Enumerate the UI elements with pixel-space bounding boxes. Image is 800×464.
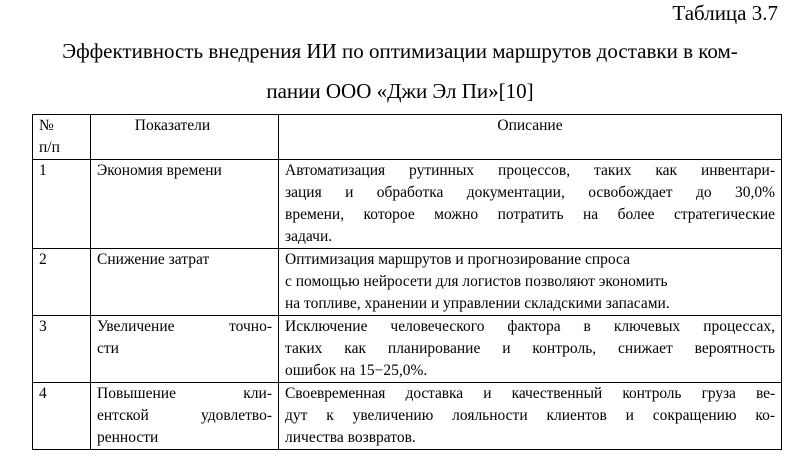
description-line: Автоматизация рутинных процессов, таких как инвентари- [285,162,775,179]
table-title-line-1: Эффективность внедрения ИИ по оптимизации маршрутов доставки в ком- [62,39,738,63]
indicator-line: Снижение затрат [97,251,210,268]
row-number: 2 [33,249,91,316]
description-line: дут к увеличению лояльности клиентов и сокращению ко- [285,407,775,424]
description-line: Оптимизация маршрутов и прогнозирование спроса [285,251,630,268]
row-number: 3 [33,316,91,383]
description-line: таких как планирование и контроль, снижает вероятность [285,340,775,357]
description-line: зация и обработка документации, освобождает до 30,0% [285,184,775,201]
indicator-line: Повышение кли- [97,385,272,402]
row-description [279,249,782,316]
row-indicator [91,383,279,450]
description-line: личества возвратов. [285,429,416,446]
description-line: ошибок на 15−25,0%. [285,362,428,379]
header-description: Описание [279,115,782,160]
header-indicator: Показатели [91,115,279,160]
table-number: Таблица 3.7 [672,1,778,25]
table-row [33,249,782,316]
indicator-line: Экономия времени [97,162,222,179]
header-number-line: № [39,117,54,134]
table-title-line-2: пании ООО «Джи Эл Пи»[10] [266,79,534,103]
row-indicator [91,316,279,383]
table-row [33,316,782,383]
description-line: Своевременная доставка и качественный контроль груза ве- [285,385,775,402]
description-line: задачи. [285,228,333,245]
description-line: с помощью нейросети для логистов позволяют экономить [285,273,668,290]
indicator-line: ренности [97,429,159,446]
table-header-row [33,115,782,160]
description-line: времени, которое можно потратить на более стратегические [285,206,775,223]
row-description [279,160,782,249]
row-indicator [91,249,279,316]
header-number [33,115,91,160]
description-line: Исключение человеческого фактора в ключевых процессах, [285,318,775,335]
row-number: 1 [33,160,91,249]
indicator-line: сти [97,340,119,357]
header-number-line: п/п [39,139,60,156]
row-indicator [91,160,279,249]
indicator-line: Увеличение точно- [97,318,272,335]
row-number: 4 [33,383,91,450]
indicator-line: ентской удовлетво- [97,407,272,424]
table-row [33,160,782,249]
table-row [33,383,782,450]
data-table [32,114,782,450]
row-description [279,316,782,383]
row-description [279,383,782,450]
description-line: на топливе, хранении и управлении складскими запасами. [285,295,670,312]
